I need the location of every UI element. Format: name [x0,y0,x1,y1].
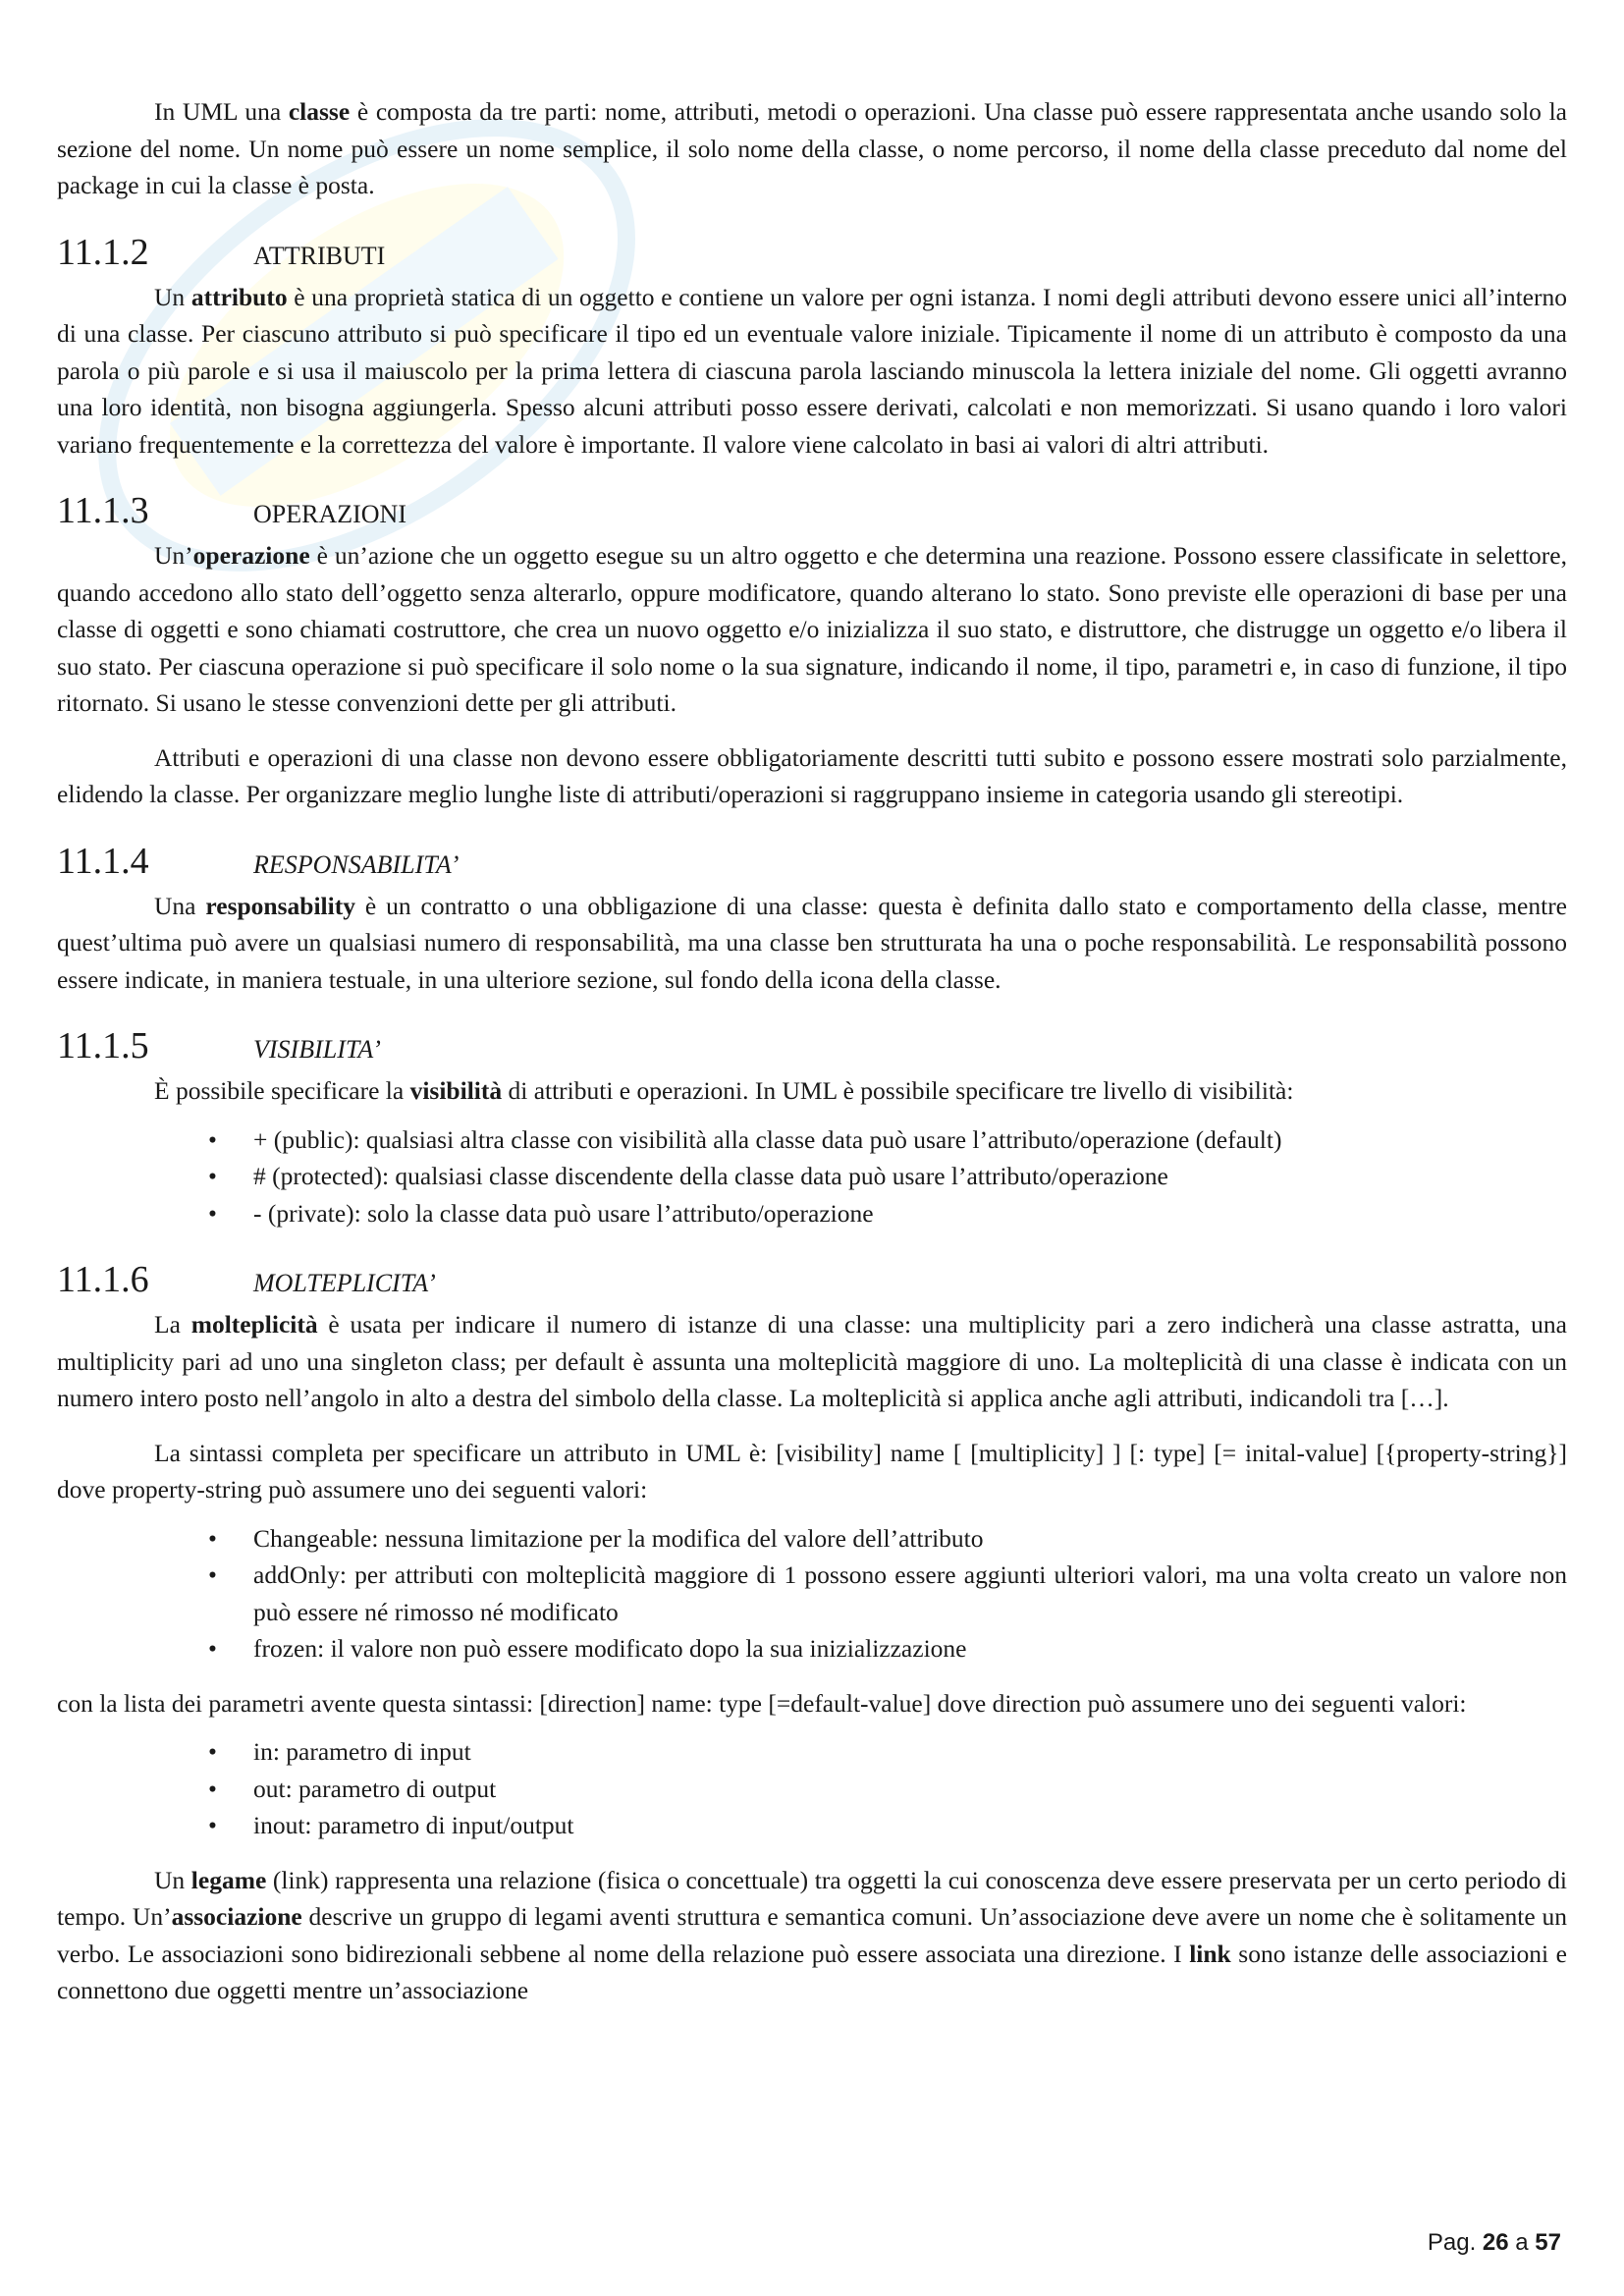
attributi-paragraph: Un attributo è una proprietà statica di un oggetto e contiene un valore per ogni istanza. I nomi degli attributi devono essere unici all’interno di una classe. Per ciascuno attributo si può specificare il tipo ed un eventuale valore iniziale. Tipicamente il nome di un attributo è composto da una parola o più parole e si usa il maiuscolo per la prima lettera di ciascuna parola lasciando minuscola la lettera iniziale del nome. Gli oggetti avranno una loro identità, non bisogna aggiungerla. Spesso alcuni attributi posso essere derivati, calcolati e non memorizzati. Si usano quando i loro valori variano frequentemente e la correttezza del valore è importante. Il valore viene calcolato in basi ai valori di altri attributi. [57,282,1567,459]
section-heading-operazioni [57,488,1567,537]
section-title: OPERAZIONI [253,500,406,528]
section-number: 11.1.6 [57,1259,149,1300]
visibilita-paragraph: È possibile specificare la visibilità di attributi e operazioni. In UML è possibile specificare tre livello di visibilità: [154,1076,1294,1105]
list-item: • inout: parametro di input/output [253,1807,1567,1844]
section-number: 11.1.3 [57,490,149,531]
params-paragraph: con la lista dei parametri avente questa sintassi: [direction] name: type [=default-value] dove direction può assumere uno dei seguenti valori: [57,1688,1467,1718]
operazioni-paragraph: Un’operazione è un’azione che un oggetto esegue su un altro oggetto e che determina una reazione. Possono essere classificate in selettore, quando accedono allo stato dell’oggetto senza alterarlo, oppure modificatore, quando alterano lo stato. Sono previste elle operazioni di base per una classe di oggetti e sono chiamati costruttore, che crea un nuovo oggetto e/o inizializza il suo stato, e distruttore, che distrugge un oggetto e/o libera il suo stato. Per ciascuna operazione si può specificare il solo nome o la sua signature, indicando il nome, il tipo, parametri e, in caso di funzione, il tipo ritornato. Si usano le stesse convenzioni dette per gli attributi. [57,541,1567,717]
direction-list [57,1733,1567,1844]
property-string-list [57,1520,1567,1667]
links-paragraph: Un legame (link) rappresenta una relazione (fisica o concettuale) tra oggetti la cui conoscenza deve essere preservata per un certo periodo di tempo. Un’associazione descrive un gruppo di legami aventi struttura e semantica comuni. Un’associazione deve avere un nome che è solitamente un verbo. Le associazioni sono bidirezionali sebbene al nome della relazione può essere associata una direzione. I link sono istanze delle associazioni e connettono due oggetti mentre un’associazione [57,1865,1567,2004]
intro-paragraph: In UML una classe è composta da tre parti: nome, attributi, metodi o operazioni. Una classe può essere rappresentata anche usando solo la sezione del nome. Un nome può essere un nome semplice, il solo nome della classe, o nome percorso, il nome della classe preceduto dal nome del package in cui la classe è posta. [57,97,1568,199]
section-heading-responsabilita [57,839,1567,888]
syntax-paragraph: La sintassi completa per specificare un attributo in UML è: [visibility] name [ [multiplicity] ] [: type] [= inital-value] [{property-string}] dove property-string può assumere uno dei seguenti valori: [57,1438,1567,1503]
list-item: • # (protected): qualsiasi classe discendente della classe data può usare l’attributo/operazione [253,1158,1567,1195]
section-number: 11.1.2 [57,231,149,273]
section-title: VISIBILITA’ [253,1035,381,1064]
responsabilita-paragraph: Una responsability è un contratto o una obbligazione di una classe: questa è definita dallo stato e comportamento della classe, mentre quest’ultima può avere un qualsiasi numero di responsabilità, ma una classe ben strutturata ha una o poche responsabilità. Le responsabilità possono essere indicate, in maniera testuale, in una ulteriore sezione, sul fondo della icona della classe. [57,891,1567,994]
list-item: • - (private): solo la classe data può usare l’attributo/operazione [253,1195,1567,1232]
list-item: • Changeable: nessuna limitazione per la modifica del valore dell’attributo [253,1520,1567,1558]
section-title: MOLTEPLICITA’ [253,1269,436,1297]
page-number: Pag. 26 a 57 [1427,2229,1561,2256]
section-number: 11.1.5 [57,1025,149,1066]
visibility-list [57,1121,1567,1232]
list-item: • + (public): qualsiasi altra classe con visibilità alla classe data può usare l’attributo/operazione (default) [253,1121,1567,1159]
section-heading-attributi [57,230,1567,279]
section-heading-molteplicita [57,1257,1567,1306]
section-title: ATTRIBUTI [253,241,386,270]
list-item: • addOnly: per attributi con molteplicità maggiore di 1 possono essere aggiunti ulteriori valori, ma una volta creato un valore non può essere né rimosso né modificato [253,1557,1567,1630]
section-number: 11.1.4 [57,840,149,882]
section-title: RESPONSABILITA’ [253,849,460,879]
list-item: • out: parametro di output [253,1771,1567,1808]
list-item: • in: parametro di input [253,1733,1567,1771]
molteplicita-paragraph: La molteplicità è usata per indicare il numero di istanze di una classe: una multiplicity pari a zero indicherà una classe astratta, una multiplicity pari ad uno una singleton class; per default è assunta una molteplicità maggiore di uno. La molteplicità di una classe è indicata con un numero intero posto nell’angolo in alto a destra del simbolo della classe. La molteplicità si applica anche agli attributi, indicandoli tra […]. [57,1310,1568,1412]
list-item: • frozen: il valore non può essere modificato dopo la sua inizializzazione [253,1630,1567,1667]
document-page [57,93,1567,2009]
operazioni-paragraph-2: Attributi e operazioni di una classe non devono essere obbligatoriamente descritti tutti subito e possono essere mostrati solo parzialmente, elidendo la classe. Per organizzare meglio lunghe liste di attributi/operazioni si raggruppano insieme in categoria usando gli stereotipi. [57,742,1567,808]
section-heading-visibilita [57,1023,1567,1072]
